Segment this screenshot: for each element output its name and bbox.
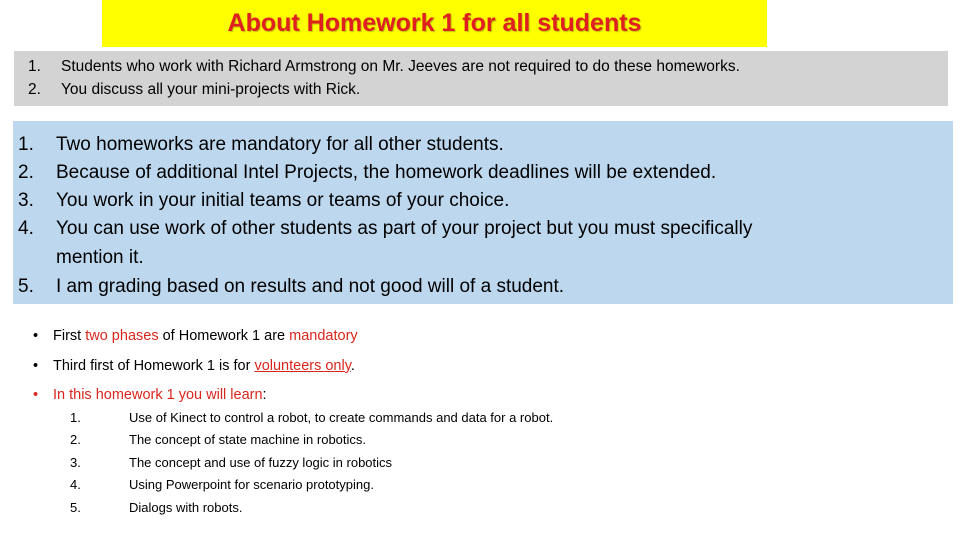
list-item <box>70 407 553 429</box>
item-number: 5. <box>70 500 81 515</box>
list-item <box>70 452 392 474</box>
item-text: You discuss all your mini-projects with Rick. <box>61 81 361 98</box>
item-text: I am grading based on results and not good will of a student. <box>56 276 565 297</box>
item-number: 3. <box>18 190 34 211</box>
highlight-text: mandatory <box>289 328 358 344</box>
exemption-box <box>14 51 948 106</box>
bullet-dot: • <box>33 328 39 344</box>
item-text: Dialogs with robots. <box>129 500 243 515</box>
item-number: 1. <box>18 134 34 155</box>
item-text: Students who work with Richard Armstrong on Mr. Jeeves are not required to do these homeworks. <box>61 58 740 75</box>
bullet-item <box>33 325 358 347</box>
list-item <box>18 272 564 301</box>
bullet-text: Third first of Homework 1 is for <box>53 358 255 374</box>
list-item-continuation: mention it. <box>56 247 144 268</box>
item-number: 1. <box>70 410 81 425</box>
item-text: Two homeworks are mandatory for all other students. <box>56 134 504 155</box>
list-item <box>18 130 504 159</box>
list-item <box>28 79 360 101</box>
bullet-text: In this homework 1 you will learn <box>53 387 263 403</box>
bullet-text: : <box>262 387 267 403</box>
item-text: Using Powerpoint for scenario prototyping. <box>129 477 374 492</box>
list-item <box>18 186 509 215</box>
bullet-text: of Homework 1 are <box>158 328 290 344</box>
list-item <box>28 56 740 78</box>
rules-box <box>13 121 953 304</box>
bullet-dot: • <box>33 387 39 403</box>
list-item <box>70 474 374 496</box>
item-text: The concept of state machine in robotics. <box>129 432 367 447</box>
item-number: 4. <box>18 218 34 239</box>
list-item <box>18 214 752 243</box>
list-item <box>70 429 366 451</box>
item-text: You work in your initial teams or teams of your choice. <box>56 190 510 211</box>
item-number: 2. <box>28 81 41 98</box>
highlight-text: two phases <box>85 328 159 344</box>
item-text: Because of additional Intel Projects, the homework deadlines will be extended. <box>56 162 717 183</box>
slide-title: About Homework 1 for all students <box>102 0 767 47</box>
item-number: 4. <box>70 477 81 492</box>
bullet-item <box>33 384 267 406</box>
bullet-text: . <box>350 358 355 374</box>
list-item <box>18 158 716 187</box>
highlight-text: volunteers only <box>254 358 351 374</box>
bullet-item <box>33 355 355 377</box>
item-text: The concept and use of fuzzy logic in robotics <box>129 455 393 470</box>
item-number: 5. <box>18 276 34 297</box>
item-text: You can use work of other students as part of your project but you must specifically <box>56 218 753 239</box>
list-item <box>70 497 242 519</box>
item-number: 1. <box>28 58 41 75</box>
item-number: 2. <box>18 162 34 183</box>
item-number: 3. <box>70 455 81 470</box>
bullet-dot: • <box>33 358 39 374</box>
bullet-text: First <box>53 328 86 344</box>
item-text: Use of Kinect to control a robot, to create commands and data for a robot. <box>129 410 554 425</box>
item-number: 2. <box>70 432 81 447</box>
